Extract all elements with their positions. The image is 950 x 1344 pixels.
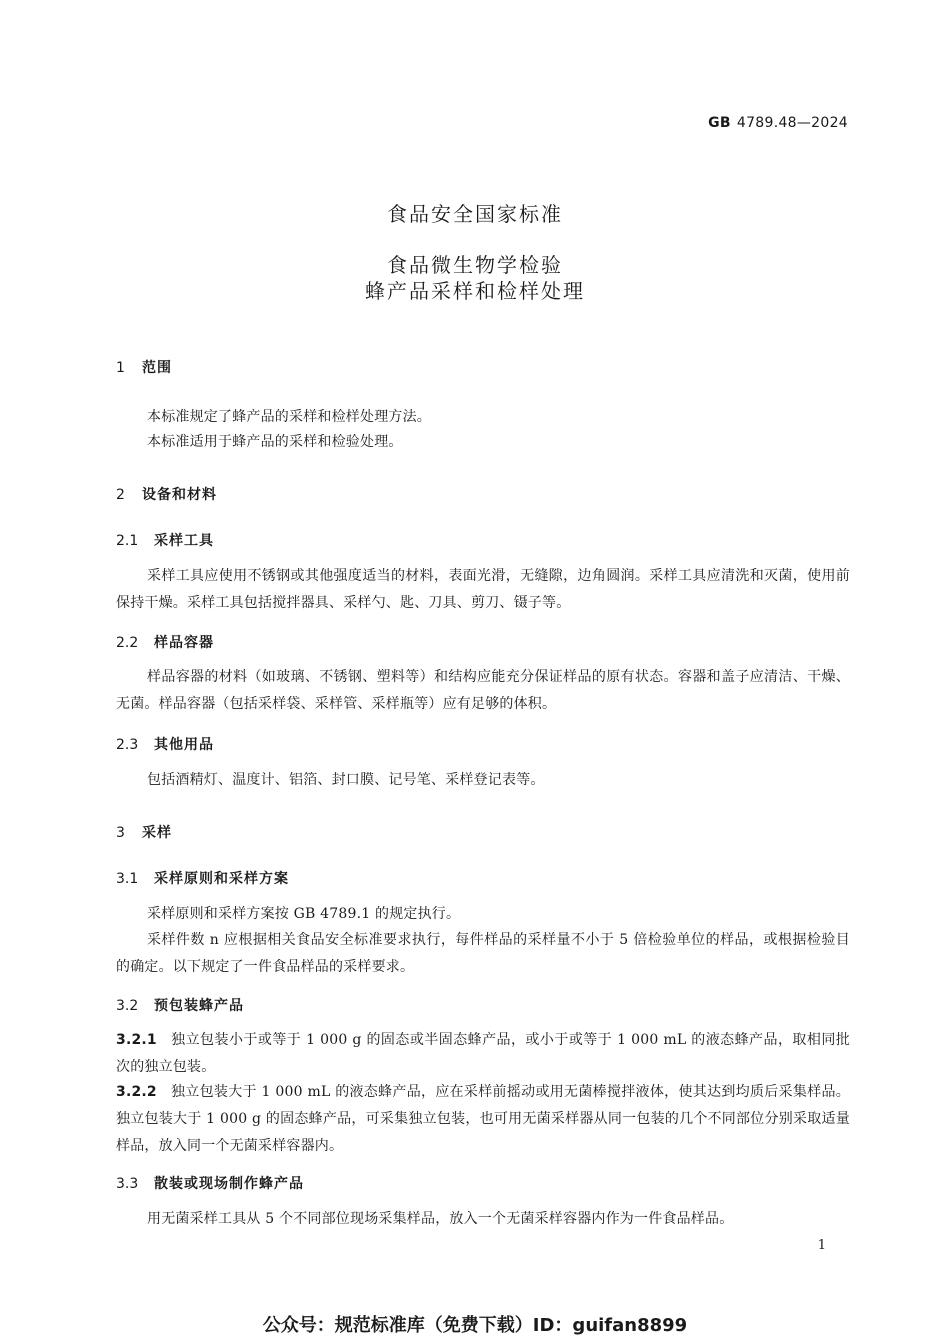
standard-code xyxy=(708,115,848,131)
section-3-1-heading: 3.1 采样原则和采样方案 xyxy=(116,871,289,887)
section-2-1-heading: 2.1 采样工具 xyxy=(116,533,214,549)
section-2-heading: 2 设备和材料 xyxy=(116,487,217,503)
page-number: 1 xyxy=(817,1238,826,1253)
code-number: 4789.48—2024 xyxy=(736,115,848,131)
code-prefix: GB xyxy=(708,115,731,131)
section-3-2-1-para: 3.2.1 独立包装小于或等于 1 000 g 的固态或半固态蜂产品，或小于或等于 1 000 mL 的液态蜂产品，取相同批次的独立包装。 xyxy=(116,1032,850,1075)
section-2-2-para: 样品容器的材料（如玻璃、不锈钢、塑料等）和结构应能充分保证样品的原有状态。容器和盖子应清洁、干燥、无菌。样品容器（包括采样袋、采样管、采样瓶等）应有足够的体积。 xyxy=(116,669,850,712)
section-3-1-para-2: 采样件数 n 应根据相关食品安全标准要求执行，每件样品的采样量不小于 5 倍检验单位的样品，或根据检验目的确定。以下规定了一件食品样品的采样要求。 xyxy=(116,932,850,975)
section-2-3-para: 包括酒精灯、温度计、铝箔、封口膜、记号笔、采样登记表等。 xyxy=(147,772,545,788)
section-2-3-heading: 2.3 其他用品 xyxy=(116,737,214,753)
section-1-para-1: 本标准规定了蜂产品的采样和检样处理方法。 xyxy=(147,409,431,425)
section-1-heading: 1 范围 xyxy=(116,360,172,376)
section-3-3-para: 用无菌采样工具从 5 个不同部位现场采集样品，放入一个无菌采样容器内作为一件食品样品。 xyxy=(147,1211,734,1227)
title-line-2: 食品微生物学检验 xyxy=(387,253,563,277)
title-line-3: 蜂产品采样和检样处理 xyxy=(365,279,585,303)
section-1-para-2: 本标准适用于蜂产品的采样和检验处理。 xyxy=(147,434,403,450)
footer-watermark: 公众号：规范标准库（免费下载）ID：guifan8899 xyxy=(262,1315,688,1336)
section-3-2-2-para: 3.2.2 独立包装大于 1 000 mL 的液态蜂产品，应在采样前摇动或用无菌棒搅拌液体，使其达到均质后采集样品。独立包装大于 1 000 g 的固态蜂产品，可采集独立包装，也可用无菌采样器从同一包装的几个不同部位分别采取适量样品，放入同一个无菌采样容器内。 xyxy=(116,1084,850,1154)
section-2-2-heading: 2.2 样品容器 xyxy=(116,635,214,651)
section-3-1-para-1: 采样原则和采样方案按 GB 4789.1 的规定执行。 xyxy=(147,906,461,922)
section-3-heading: 3 采样 xyxy=(116,825,172,841)
section-3-3-heading: 3.3 散装或现场制作蜂产品 xyxy=(116,1176,304,1192)
title-line-1: 食品安全国家标准 xyxy=(387,202,563,226)
section-2-1-para: 采样工具应使用不锈钢或其他强度适当的材料，表面光滑，无缝隙，边角圆润。采样工具应清洗和灭菌，使用前保持干燥。采样工具包括搅拌器具、采样勺、匙、刀具、剪刀、镊子等。 xyxy=(116,568,850,611)
section-3-2-heading: 3.2 预包装蜂产品 xyxy=(116,998,244,1014)
